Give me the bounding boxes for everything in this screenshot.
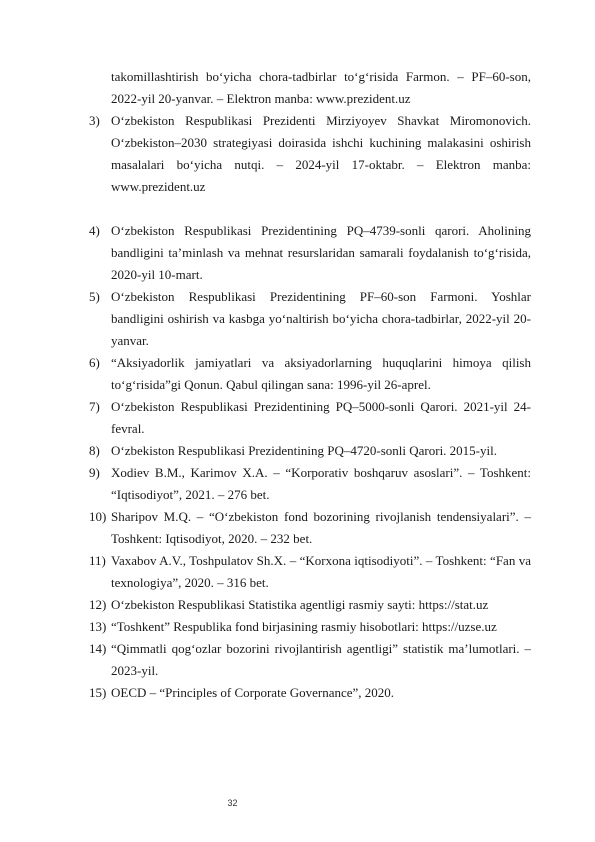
- reference-item: [89, 594, 531, 616]
- reference-item: [89, 440, 531, 462]
- reference-number: 13): [89, 619, 107, 634]
- reference-number: 4): [89, 223, 100, 238]
- reference-text: O‘zbekiston Respublikasi Prezidentining PQ–4739-sonli qarori. Aholining bandligini ta’minlash va mehnat resurslaridan samarali foydalanish to‘g‘risida, 2020-yil 10-mart.: [111, 223, 531, 282]
- reference-number: 7): [89, 399, 100, 414]
- reference-text: Vaxabov A.V., Toshpulatov Sh.X. – “Korxona iqtisodiyoti”. – Toshkent: “Fan va texnologiya”, 2020. – 316 bet.: [111, 553, 531, 590]
- reference-text: O‘zbekiston Respublikasi Prezidentining PQ–4720-sonli Qarori. 2015-yil.: [111, 443, 497, 458]
- reference-number: 15): [89, 685, 107, 700]
- reference-number: 10): [89, 509, 107, 524]
- reference-continuation: takomillashtirish bo‘yicha chora-tadbirlar to‘g‘risida Farmon. – PF–60-son, 2022-yil 20-yanvar. – Elektron manba: www.prezident.uz: [111, 69, 531, 106]
- reference-text: “Toshkent” Respublika fond birjasining rasmiy hisobotlari: https://uzse.uz: [111, 619, 497, 634]
- reference-item: [89, 396, 531, 440]
- reference-text: O‘zbekiston Respublikasi Prezidentining PF–60-son Farmoni. Yoshlar bandligini oshirish va kasbga yo‘naltirish bo‘yicha chora-tadbirlar, 2022-yil 20-yanvar.: [111, 289, 531, 348]
- reference-item: [89, 286, 531, 352]
- reference-item: [89, 110, 531, 198]
- reference-number: 3): [89, 113, 100, 128]
- reference-text: O‘zbekiston Respublikasi Statistika agentligi rasmiy sayti: https://stat.uz: [111, 597, 489, 612]
- reference-item: [89, 462, 531, 506]
- reference-number: 8): [89, 443, 100, 458]
- reference-number: 6): [89, 355, 100, 370]
- reference-text: OECD – “Principles of Corporate Governance”, 2020.: [111, 685, 395, 700]
- reference-item: [89, 352, 531, 396]
- reference-text: Sharipov M.Q. – “O‘zbekiston fond bozorining rivojlanish tendensiyalari”. – Toshkent: Iqtisodiyot, 2020. – 232 bet.: [111, 509, 531, 546]
- reference-item: [89, 682, 531, 704]
- reference-text: “Aksiyadorlik jamiyatlari va aksiyadorlarning huquqlarini himoya qilish to‘g‘risida”gi Qonun. Qabul qilingan sana: 1996-yil 26-aprel.: [111, 355, 531, 392]
- reference-number: 14): [89, 641, 107, 656]
- reference-item: [89, 616, 531, 638]
- reference-item: [89, 550, 531, 594]
- reference-number: 11): [89, 553, 106, 568]
- reference-text: Xodiev B.M., Karimov X.A. – “Korporativ boshqaruv asoslari”. – Toshkent: “Iqtisodiyot”, 2021. – 276 bet.: [111, 465, 531, 502]
- reference-number: 9): [89, 465, 100, 480]
- reference-item: [89, 638, 531, 682]
- reference-number: 5): [89, 289, 100, 304]
- reference-text: “Qimmatli qog‘ozlar bozorini rivojlantirish agentligi” statistik ma’lumotlari. – 2023-yil.: [111, 641, 531, 678]
- reference-item: [89, 220, 531, 286]
- page-number: 32: [227, 798, 238, 808]
- reference-text: O‘zbekiston Respublikasi Prezidenti Mirziyoyev Shavkat Miromonovich. O‘zbekiston–2030 strategiyasi doirasida ishchi kuchining malakasini oshirish masalalari bo‘yicha nutqi. – 2024-yil 17-oktabr. – Elektron manba: www.prezident.uz: [111, 113, 531, 194]
- reference-item: [89, 506, 531, 550]
- reference-number: 12): [89, 597, 107, 612]
- reference-text: O‘zbekiston Respublikasi Prezidentining PQ–5000-sonli Qarori. 2021-yil 24-fevral.: [111, 399, 531, 436]
